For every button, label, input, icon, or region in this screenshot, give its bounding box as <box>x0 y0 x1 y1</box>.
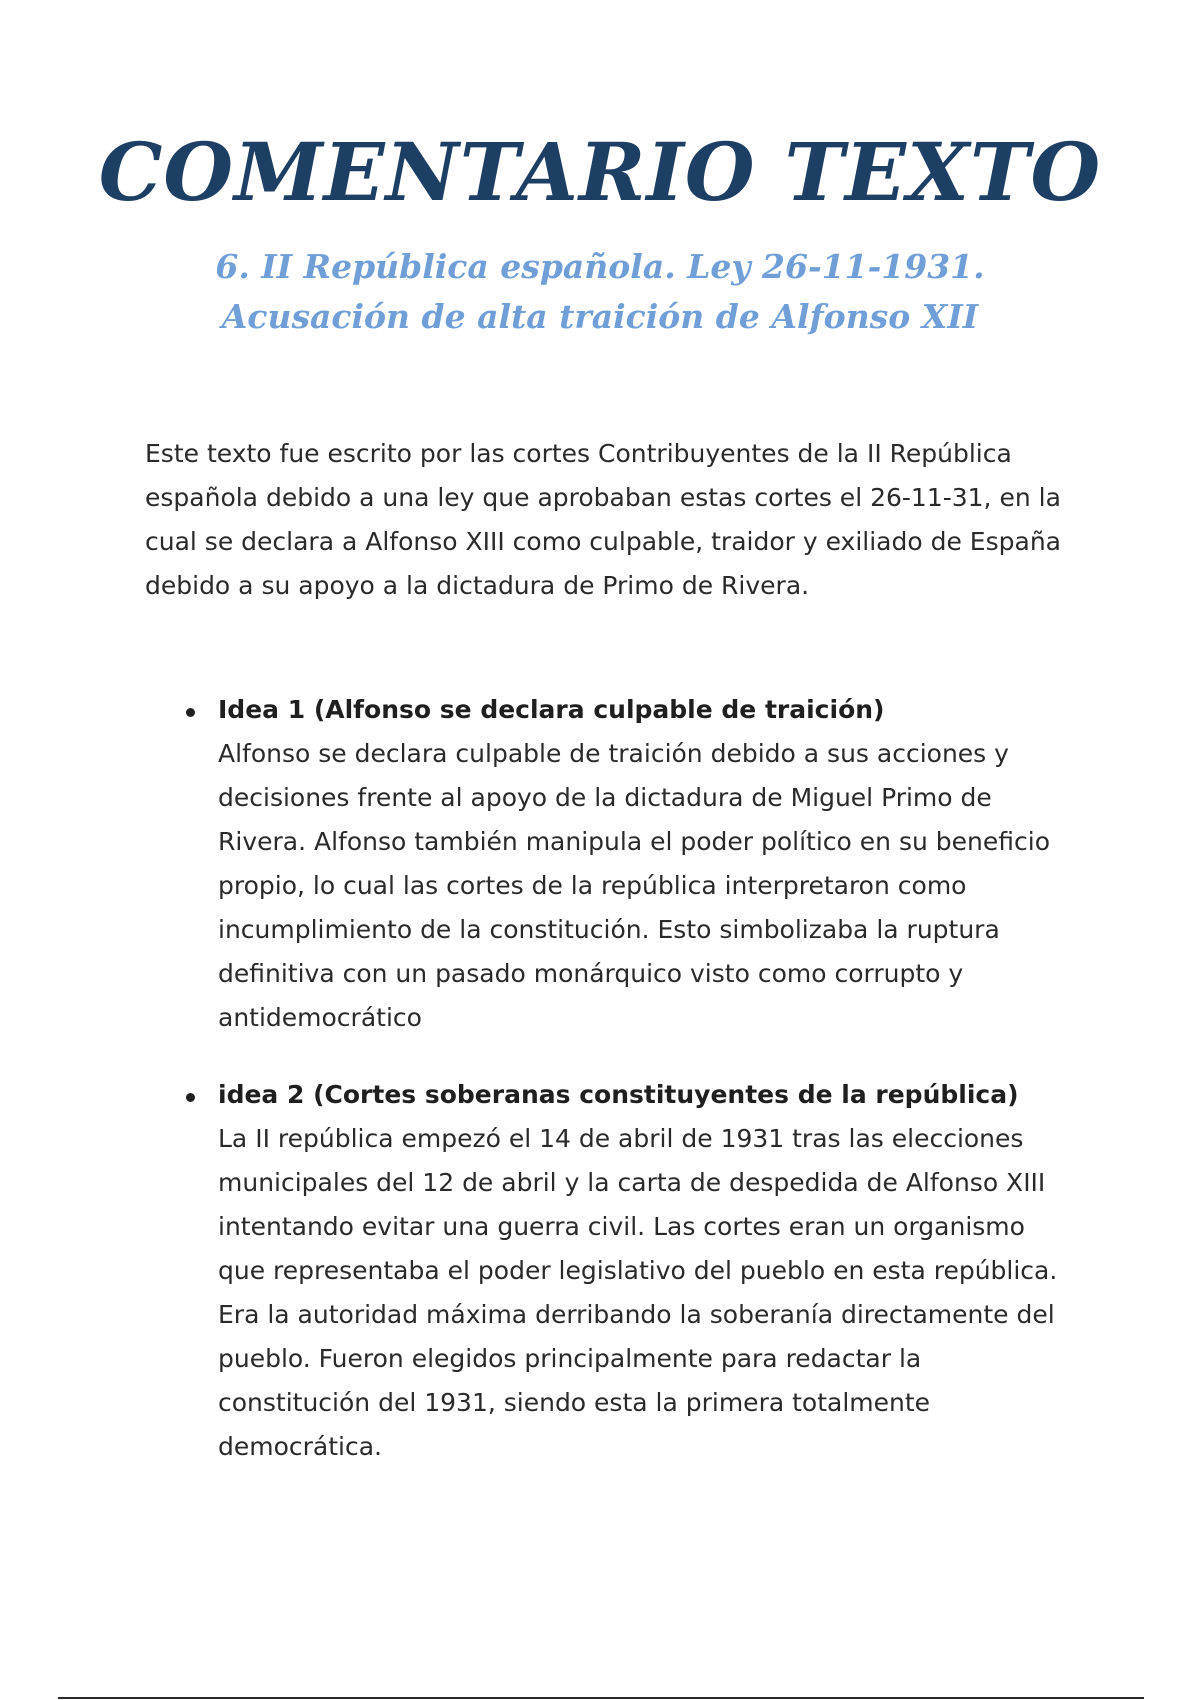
footer-divider <box>58 1697 1144 1699</box>
bullet-icon <box>186 1093 195 1102</box>
bullet-icon <box>186 708 195 717</box>
intro-paragraph: Este texto fue escrito por las cortes Contribuyentes de la II República española debido a una ley que aprobaban estas cortes el 26-11-31, en la cual se declara a Alfonso XIII como culpable, traidor y exiliado de España debido a su apoyo a la dictadura de Primo de Rivera. <box>145 439 1061 600</box>
page-subtitle: 6. II República española. Ley 26-11-1931. Acusación de alta traición de Alfonso XII <box>215 247 985 336</box>
list-item-idea-1 <box>180 688 1060 1040</box>
idea-2-body: La II república empezó el 14 de abril de 1931 tras las elecciones municipales del 12 de abril y la carta de despedida de Alfonso XIII intentando evitar una guerra civil. Las cortes eran un organismo que representaba el poder legislativo del pueblo en esta república. Era la autoridad máxima derribando la soberanía directamente del pueblo. Fueron elegidos principalmente para redactar la constitución del 1931, siendo esta la primera totalmente democrática. <box>218 1124 1058 1461</box>
idea-2-heading: idea 2 (Cortes soberanas constituyentes de la república) <box>218 1080 1019 1109</box>
idea-1-body: Alfonso se declara culpable de traición debido a sus acciones y decisiones frente al apoyo de la dictadura de Miguel Primo de Rivera. Alfonso también manipula el poder político en su beneficio propio, lo cual las cortes de la república interpretaron como incumplimiento de la constitución. Esto simbolizaba la ruptura definitiva con un pasado monárquico visto como corrupto y antidemocrático <box>218 739 1050 1032</box>
idea-1-heading: Idea 1 (Alfonso se declara culpable de traición) <box>218 695 885 724</box>
page-title: COMENTARIO TEXTO <box>98 125 1102 219</box>
list-item-idea-2 <box>180 1073 1060 1469</box>
